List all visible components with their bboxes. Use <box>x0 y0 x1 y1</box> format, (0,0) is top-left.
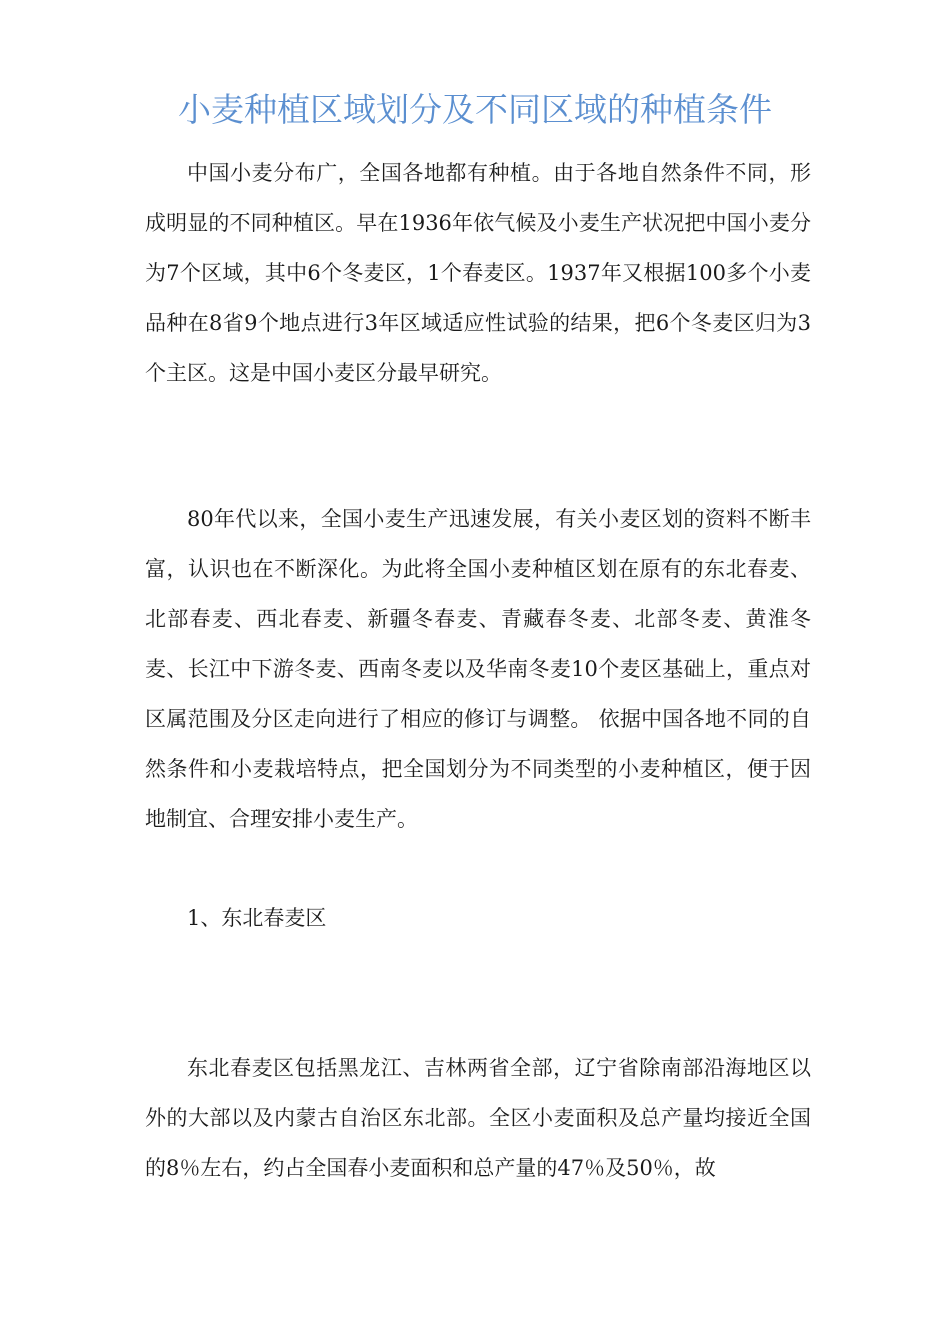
paragraph-regions-overview: 80年代以来，全国小麦生产迅速发展，有关小麦区划的资料不断丰富，认识也在不断深化。为此将全国小麦种植区划在原有的东北春麦、北部春麦、西北春麦、新疆冬春麦、青藏春冬麦、北部冬麦、黄淮冬麦、长江中下游冬麦、西南冬麦以及华南冬麦10个麦区基础上，重点对区属范围及分区走向进行了相应的修订与调整。 依据中国各地不同的自然条件和小麦栽培特点，把全国划分为不同类型的小麦种植区，便于因地制宜、合理安排小麦生产。 <box>145 507 811 831</box>
paragraph-intro: 中国小麦分布广，全国各地都有种植。由于各地自然条件不同，形成明显的不同种植区。早在1936年依气候及小麦生产状况把中国小麦分为7个区域，其中6个冬麦区，1个春麦区。1937年又根据100多个小麦品种在8省9个地点进行3年区域适应性试验的结果，把6个冬麦区归为3个主区。这是中国小麦区分最早研究。 <box>145 161 811 385</box>
section-heading-northeast-spring-wheat: 1、东北春麦区 <box>187 906 327 930</box>
paragraph-northeast-spring-wheat: 东北春麦区包括黑龙江、吉林两省全部，辽宁省除南部沿海地区以外的大部以及内蒙古自治区东北部。全区小麦面积及总产量均接近全国的8％左右，约占全国春小麦面积和总产量的47％及50％，故 <box>145 1056 811 1180</box>
document-title: 小麦种植区域划分及不同区域的种植条件 <box>178 90 772 129</box>
